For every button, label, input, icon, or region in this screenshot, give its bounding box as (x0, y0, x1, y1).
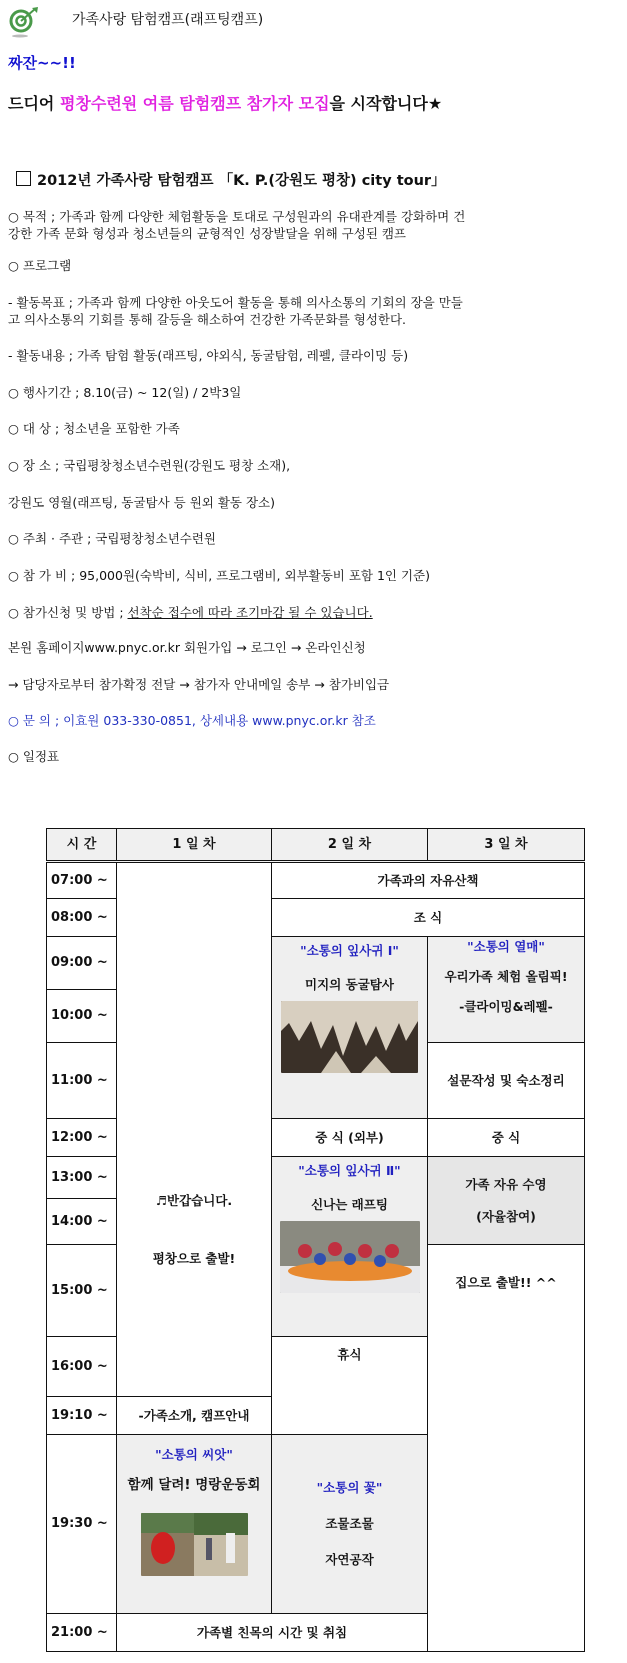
d2-cave-title: 미지의 동굴탐사 (305, 977, 394, 992)
d1-depart: 평창으로 출발! (152, 1251, 236, 1266)
header-day1: 1 일 차 (117, 829, 272, 862)
time-cell: 15:00 ~ (47, 1245, 117, 1337)
time-cell: 10:00 ~ (47, 990, 117, 1043)
rafting-photo (280, 1221, 420, 1293)
intro-exclaim: 짜잔~~!! (8, 54, 76, 72)
time-cell: 16:00 ~ (47, 1337, 117, 1397)
night-cell: 가족별 친목의 시간 및 취침 (117, 1614, 428, 1652)
day3-olympic-cell (428, 937, 585, 1043)
d3-climb: -클라이밍&레펠- (459, 999, 553, 1014)
sports-day-photo (141, 1513, 248, 1576)
d3-olympic: 우리가족 체험 올림픽! (444, 969, 568, 984)
schedule-heading: ○ 일정표 (8, 749, 60, 764)
goal-line-1: - 활동목표 ; 가족과 함께 다양한 아웃도어 활동을 통해 의사소통의 기회의 장을 만들 (8, 295, 463, 310)
breakfast-cell: 조 식 (272, 899, 585, 937)
section-title-text: 2012년 가족사랑 탐험캠프 「K. P.(강원도 평창) city tour」 (37, 173, 446, 189)
headline-pre: 드디어 (8, 94, 60, 113)
fee-line: ○ 참 가 비 ; 95,000원(숙박비, 식비, 프로그램비, 외부활동비 포함 1인 기준) (8, 568, 430, 583)
d2-craft-1: 조물조물 (325, 1516, 374, 1531)
checkbox-square-icon (16, 171, 31, 186)
header-day3: 3 일 차 (428, 829, 585, 862)
walk-cell: 가족과의 자유산책 (272, 862, 585, 899)
page-title: 가족사랑 탐험캠프(래프팅캠프) (72, 12, 264, 28)
d3-home: 집으로 출발!! ^^ (428, 1245, 585, 1652)
target-arrow-icon (9, 6, 39, 38)
host-line: ○ 주최 · 주관 ; 국립평창청소년수련원 (8, 531, 217, 546)
day2-craft-cell (272, 1435, 428, 1614)
section-title (16, 171, 446, 190)
time-cell: 21:00 ~ (47, 1614, 117, 1652)
time-cell: 19:10 ~ (47, 1397, 117, 1435)
d2-flower-quote: "소통의 꽃" (316, 1480, 383, 1495)
apply-line (8, 604, 373, 621)
schedule-table (46, 828, 585, 1652)
header-day2: 2 일 차 (272, 829, 428, 862)
time-cell: 11:00 ~ (47, 1043, 117, 1119)
time-cell: 12:00 ~ (47, 1119, 117, 1157)
d3-fruit-quote: "소통의 열매" (467, 939, 545, 954)
table-row (47, 862, 585, 899)
apply-note: 선착순 접수에 따라 조기마감 될 수 있습니다. (127, 605, 373, 620)
time-cell: 07:00 ~ (47, 862, 117, 899)
cave-photo (281, 1001, 418, 1073)
time-cell: 19:30 ~ (47, 1435, 117, 1614)
headline-highlight: 평창수련원 여름 탐험캠프 참가자 모집 (59, 94, 330, 113)
content-line: - 활동내용 ; 가족 탐험 활동(래프팅, 야외식, 동굴탐험, 레펠, 클라이밍 등) (8, 348, 409, 363)
d2-raft-quote: "소통의 잎사귀 Ⅱ" (298, 1163, 401, 1178)
day1-sports-cell (117, 1435, 272, 1614)
d3-swim: 가족 자유 수영 (465, 1176, 547, 1192)
place-line-2: 강원도 영월(래프팅, 동굴탐사 등 원외 활동 장소) (8, 495, 275, 510)
purpose-line-2: 강한 가족 문화 형성과 청소년들의 균형적인 성장발달을 위해 구성된 캠프 (8, 226, 407, 241)
steps-line-2: → 담당자로부터 참가확정 전달 → 참가자 안내메일 송부 → 참가비입금 (8, 677, 390, 692)
apply-label: ○ 참가신청 및 방법 ; (8, 605, 128, 620)
day2-cave-cell (272, 937, 428, 1119)
headline (8, 95, 442, 112)
day1-arrival-cell (117, 862, 272, 1397)
header-time: 시 간 (47, 829, 117, 862)
d1-intro: -가족소개, 캠프안내 (117, 1397, 272, 1435)
target-line: ○ 대 상 ; 청소년을 포함한 가족 (8, 421, 180, 436)
place-line-1: ○ 장 소 ; 국립평창청소년수련원(강원도 평창 소재), (8, 458, 291, 473)
d3-swim-note: (자율참여) (476, 1208, 536, 1224)
d3-lunch: 중 식 (428, 1119, 585, 1157)
d3-survey: 설문작성 및 숙소정리 (428, 1043, 585, 1119)
day2-raft-cell (272, 1157, 428, 1337)
d1-seed-quote: "소통의 씨앗" (155, 1447, 233, 1462)
time-cell: 08:00 ~ (47, 899, 117, 937)
table-header-row (47, 829, 585, 862)
headline-post: 을 시작합니다★ (329, 94, 443, 113)
d2-rest: 휴식 (272, 1337, 428, 1435)
program-heading: ○ 프로그램 (8, 258, 72, 273)
d2-raft-title: 신나는 래프팅 (311, 1197, 388, 1212)
day3-swim-cell (428, 1157, 585, 1245)
d1-hello: ♬반갑습니다. (155, 1193, 233, 1208)
time-cell: 13:00 ~ (47, 1157, 117, 1199)
contact-line: ○ 문 의 ; 이효원 033-330-0851, 상세내용 www.pnyc.or.kr 참조 (8, 713, 376, 728)
period-line: ○ 행사기간 ; 8.10(금) ~ 12(일) / 2박3일 (8, 385, 242, 400)
time-cell: 14:00 ~ (47, 1199, 117, 1245)
d2-craft-2: 자연공작 (325, 1552, 374, 1567)
d2-lunch: 중 식 (외부) (272, 1119, 428, 1157)
steps-line-1: 본원 홈페이지www.pnyc.or.kr 회원가입 → 로그인 → 온라인신청 (8, 640, 366, 655)
purpose-line-1: ○ 목적 ; 가족과 함께 다양한 체험활동을 토대로 구성원과의 유대관계를 강화하며 건 (8, 209, 466, 224)
goal-line-2: 고 의사소통의 기회를 통해 갈등을 해소하여 건강한 가족문화를 형성한다. (8, 312, 407, 327)
time-cell: 09:00 ~ (47, 937, 117, 990)
d2-cave-quote: "소통의 잎사귀 Ⅰ" (300, 943, 399, 958)
d1-run: 함께 달려! 명랑운동회 (127, 1477, 261, 1493)
